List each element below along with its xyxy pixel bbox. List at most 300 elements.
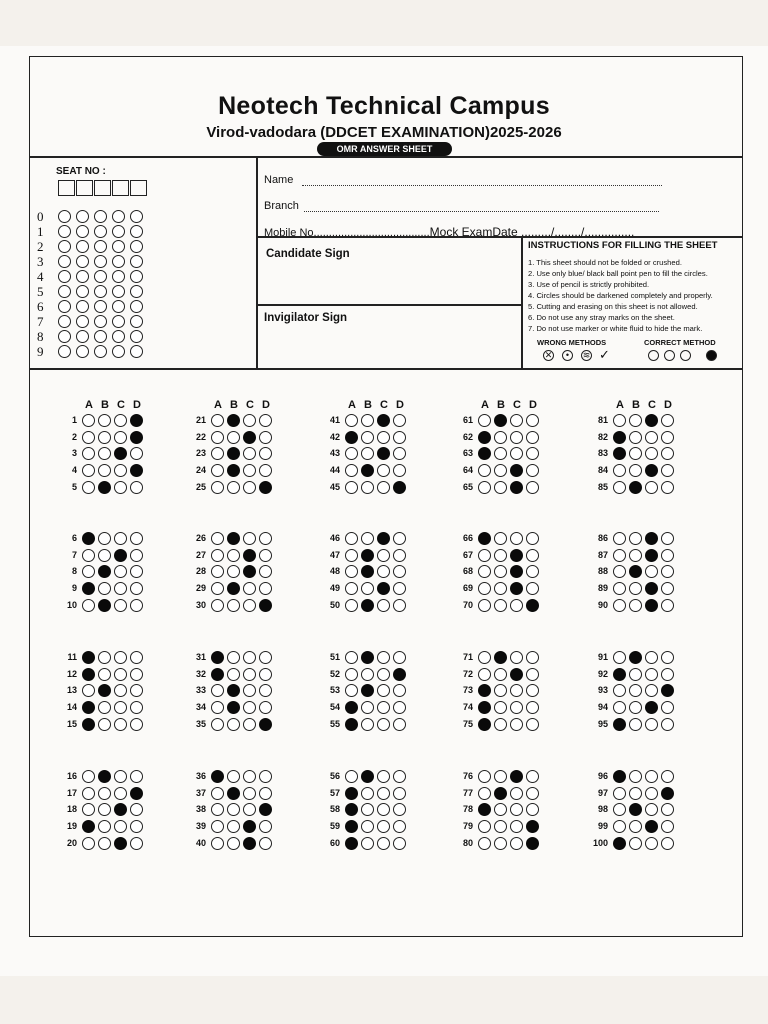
answer-bubble[interactable] [211,837,224,850]
answer-bubble[interactable] [510,431,523,444]
branch-field[interactable] [264,200,659,212]
answer-bubble[interactable] [478,431,491,444]
answer-bubble[interactable] [98,820,111,833]
answer-bubble[interactable] [645,582,658,595]
answer-bubble[interactable] [629,582,642,595]
answer-bubble[interactable] [377,701,390,714]
answer-bubble[interactable] [227,820,240,833]
answer-bubble[interactable] [361,787,374,800]
answer-bubble[interactable] [345,481,358,494]
answer-bubble[interactable] [211,787,224,800]
answer-bubble[interactable] [526,549,539,562]
answer-bubble[interactable] [114,431,127,444]
answer-bubble[interactable] [361,582,374,595]
answer-bubble[interactable] [613,770,626,783]
answer-bubble[interactable] [227,414,240,427]
answer-bubble[interactable] [377,668,390,681]
seat-bubble[interactable] [112,240,125,253]
answer-bubble[interactable] [613,820,626,833]
answer-bubble[interactable] [494,431,507,444]
answer-bubble[interactable] [243,668,256,681]
answer-bubble[interactable] [613,837,626,850]
answer-bubble[interactable] [82,532,95,545]
seat-bubble[interactable] [76,345,89,358]
answer-bubble[interactable] [345,770,358,783]
answer-bubble[interactable] [510,599,523,612]
answer-bubble[interactable] [377,414,390,427]
answer-bubble[interactable] [393,599,406,612]
answer-bubble[interactable] [243,599,256,612]
seat-bubble[interactable] [76,270,89,283]
answer-bubble[interactable] [377,464,390,477]
answer-bubble[interactable] [98,599,111,612]
seat-bubble[interactable] [130,210,143,223]
answer-bubble[interactable] [130,414,143,427]
seat-bubble[interactable] [130,300,143,313]
answer-bubble[interactable] [227,701,240,714]
answer-bubble[interactable] [494,770,507,783]
answer-bubble[interactable] [526,481,539,494]
answer-bubble[interactable] [478,668,491,681]
answer-bubble[interactable] [478,770,491,783]
answer-bubble[interactable] [130,820,143,833]
answer-bubble[interactable] [114,668,127,681]
answer-bubble[interactable] [361,820,374,833]
answer-bubble[interactable] [645,532,658,545]
seat-bubble[interactable] [130,270,143,283]
answer-bubble[interactable] [259,549,272,562]
answer-bubble[interactable] [243,701,256,714]
answer-bubble[interactable] [243,431,256,444]
answer-bubble[interactable] [227,582,240,595]
answer-bubble[interactable] [645,787,658,800]
answer-bubble[interactable] [645,718,658,731]
answer-bubble[interactable] [613,481,626,494]
answer-bubble[interactable] [227,668,240,681]
seat-bubble[interactable] [130,255,143,268]
answer-bubble[interactable] [510,701,523,714]
answer-bubble[interactable] [361,837,374,850]
answer-bubble[interactable] [478,414,491,427]
answer-bubble[interactable] [377,532,390,545]
answer-bubble[interactable] [478,787,491,800]
answer-bubble[interactable] [114,532,127,545]
answer-bubble[interactable] [130,532,143,545]
answer-bubble[interactable] [629,414,642,427]
answer-bubble[interactable] [661,668,674,681]
answer-bubble[interactable] [82,770,95,783]
answer-bubble[interactable] [211,701,224,714]
answer-bubble[interactable] [393,532,406,545]
answer-bubble[interactable] [526,431,539,444]
answer-bubble[interactable] [227,599,240,612]
seat-bubble[interactable] [112,210,125,223]
answer-bubble[interactable] [345,582,358,595]
answer-bubble[interactable] [114,582,127,595]
answer-bubble[interactable] [211,549,224,562]
answer-bubble[interactable] [114,837,127,850]
answer-bubble[interactable] [82,787,95,800]
answer-bubble[interactable] [98,701,111,714]
answer-bubble[interactable] [494,599,507,612]
answer-bubble[interactable] [629,431,642,444]
answer-bubble[interactable] [494,414,507,427]
answer-bubble[interactable] [377,431,390,444]
seat-bubble[interactable] [76,330,89,343]
answer-bubble[interactable] [510,464,523,477]
seat-bubble[interactable] [94,330,107,343]
seat-bubble[interactable] [130,345,143,358]
answer-bubble[interactable] [98,532,111,545]
answer-bubble[interactable] [510,414,523,427]
seat-bubble[interactable] [130,240,143,253]
answer-bubble[interactable] [526,787,539,800]
answer-bubble[interactable] [629,532,642,545]
answer-bubble[interactable] [478,820,491,833]
answer-bubble[interactable] [243,787,256,800]
answer-bubble[interactable] [211,599,224,612]
answer-bubble[interactable] [377,651,390,664]
answer-bubble[interactable] [98,718,111,731]
answer-bubble[interactable] [82,481,95,494]
seat-bubble[interactable] [94,270,107,283]
answer-bubble[interactable] [629,651,642,664]
answer-bubble[interactable] [613,414,626,427]
seat-digit-box[interactable] [112,180,129,196]
answer-bubble[interactable] [211,431,224,444]
answer-bubble[interactable] [645,431,658,444]
answer-bubble[interactable] [478,701,491,714]
answer-bubble[interactable] [98,464,111,477]
answer-bubble[interactable] [243,820,256,833]
answer-bubble[interactable] [345,837,358,850]
answer-bubble[interactable] [130,599,143,612]
answer-bubble[interactable] [526,414,539,427]
answer-bubble[interactable] [259,718,272,731]
answer-bubble[interactable] [82,549,95,562]
answer-bubble[interactable] [211,582,224,595]
answer-bubble[interactable] [361,549,374,562]
answer-bubble[interactable] [211,820,224,833]
answer-bubble[interactable] [82,464,95,477]
answer-bubble[interactable] [645,651,658,664]
answer-bubble[interactable] [243,718,256,731]
answer-bubble[interactable] [82,651,95,664]
answer-bubble[interactable] [393,431,406,444]
answer-bubble[interactable] [478,582,491,595]
answer-bubble[interactable] [645,464,658,477]
answer-bubble[interactable] [345,431,358,444]
answer-bubble[interactable] [377,820,390,833]
answer-bubble[interactable] [478,532,491,545]
answer-bubble[interactable] [98,582,111,595]
answer-bubble[interactable] [661,701,674,714]
name-field[interactable] [264,174,662,186]
answer-bubble[interactable] [243,582,256,595]
seat-bubble[interactable] [112,255,125,268]
answer-bubble[interactable] [259,651,272,664]
answer-bubble[interactable] [526,837,539,850]
answer-bubble[interactable] [478,549,491,562]
answer-bubble[interactable] [526,464,539,477]
answer-bubble[interactable] [98,549,111,562]
answer-bubble[interactable] [345,464,358,477]
seat-bubble[interactable] [94,225,107,238]
answer-bubble[interactable] [98,431,111,444]
answer-bubble[interactable] [114,651,127,664]
answer-bubble[interactable] [393,787,406,800]
answer-bubble[interactable] [82,431,95,444]
seat-digit-box[interactable] [58,180,75,196]
answer-bubble[interactable] [629,464,642,477]
seat-bubble[interactable] [112,225,125,238]
answer-bubble[interactable] [613,787,626,800]
answer-bubble[interactable] [227,651,240,664]
answer-bubble[interactable] [227,431,240,444]
answer-bubble[interactable] [211,532,224,545]
answer-bubble[interactable] [645,599,658,612]
seat-digit-box[interactable] [130,180,147,196]
answer-bubble[interactable] [82,668,95,681]
answer-bubble[interactable] [393,820,406,833]
answer-bubble[interactable] [361,668,374,681]
answer-bubble[interactable] [645,414,658,427]
answer-bubble[interactable] [393,837,406,850]
answer-bubble[interactable] [613,431,626,444]
answer-bubble[interactable] [259,481,272,494]
answer-bubble[interactable] [661,837,674,850]
answer-bubble[interactable] [613,718,626,731]
answer-bubble[interactable] [494,532,507,545]
answer-bubble[interactable] [361,464,374,477]
answer-bubble[interactable] [211,668,224,681]
answer-bubble[interactable] [130,464,143,477]
answer-bubble[interactable] [478,481,491,494]
answer-bubble[interactable] [377,549,390,562]
answer-bubble[interactable] [494,582,507,595]
seat-bubble[interactable] [58,240,71,253]
seat-bubble[interactable] [58,330,71,343]
answer-bubble[interactable] [130,651,143,664]
answer-bubble[interactable] [661,820,674,833]
answer-bubble[interactable] [361,701,374,714]
seat-bubble[interactable] [94,210,107,223]
answer-bubble[interactable] [645,770,658,783]
answer-bubble[interactable] [114,414,127,427]
seat-bubble[interactable] [58,270,71,283]
answer-bubble[interactable] [98,770,111,783]
answer-bubble[interactable] [629,718,642,731]
answer-bubble[interactable] [661,651,674,664]
answer-bubble[interactable] [526,599,539,612]
answer-bubble[interactable] [211,464,224,477]
answer-bubble[interactable] [130,582,143,595]
seat-bubble[interactable] [94,240,107,253]
answer-bubble[interactable] [82,718,95,731]
answer-bubble[interactable] [114,718,127,731]
answer-bubble[interactable] [661,414,674,427]
answer-bubble[interactable] [393,481,406,494]
answer-bubble[interactable] [510,549,523,562]
answer-bubble[interactable] [82,837,95,850]
answer-bubble[interactable] [613,532,626,545]
answer-bubble[interactable] [98,668,111,681]
answer-bubble[interactable] [98,481,111,494]
answer-bubble[interactable] [613,668,626,681]
answer-bubble[interactable] [114,599,127,612]
answer-bubble[interactable] [661,464,674,477]
answer-bubble[interactable] [130,668,143,681]
answer-bubble[interactable] [345,787,358,800]
seat-bubble[interactable] [58,210,71,223]
answer-bubble[interactable] [629,668,642,681]
answer-bubble[interactable] [393,651,406,664]
answer-bubble[interactable] [259,532,272,545]
answer-bubble[interactable] [393,718,406,731]
answer-bubble[interactable] [510,532,523,545]
answer-bubble[interactable] [114,820,127,833]
answer-bubble[interactable] [526,820,539,833]
answer-bubble[interactable] [377,718,390,731]
answer-bubble[interactable] [613,701,626,714]
answer-bubble[interactable] [259,837,272,850]
answer-bubble[interactable] [510,718,523,731]
answer-bubble[interactable] [478,651,491,664]
answer-bubble[interactable] [361,718,374,731]
seat-bubble[interactable] [58,285,71,298]
answer-bubble[interactable] [227,837,240,850]
answer-bubble[interactable] [243,837,256,850]
answer-bubble[interactable] [259,668,272,681]
answer-bubble[interactable] [82,414,95,427]
seat-bubble[interactable] [58,225,71,238]
answer-bubble[interactable] [243,651,256,664]
answer-bubble[interactable] [661,770,674,783]
answer-bubble[interactable] [377,787,390,800]
answer-bubble[interactable] [82,701,95,714]
answer-bubble[interactable] [130,701,143,714]
answer-bubble[interactable] [510,770,523,783]
answer-bubble[interactable] [98,414,111,427]
answer-bubble[interactable] [114,787,127,800]
answer-bubble[interactable] [361,651,374,664]
answer-bubble[interactable] [130,787,143,800]
seat-bubble[interactable] [76,240,89,253]
answer-bubble[interactable] [494,820,507,833]
answer-bubble[interactable] [345,718,358,731]
answer-bubble[interactable] [114,464,127,477]
answer-bubble[interactable] [227,549,240,562]
answer-bubble[interactable] [629,837,642,850]
answer-bubble[interactable] [645,549,658,562]
answer-bubble[interactable] [629,820,642,833]
seat-bubble[interactable] [58,255,71,268]
answer-bubble[interactable] [345,701,358,714]
answer-bubble[interactable] [661,431,674,444]
answer-bubble[interactable] [259,414,272,427]
seat-bubble[interactable] [130,330,143,343]
mobile-field[interactable] [264,225,634,239]
answer-bubble[interactable] [645,820,658,833]
answer-bubble[interactable] [393,464,406,477]
seat-bubble[interactable] [94,255,107,268]
answer-bubble[interactable] [526,668,539,681]
answer-bubble[interactable] [130,837,143,850]
seat-bubble[interactable] [112,345,125,358]
answer-bubble[interactable] [98,651,111,664]
answer-bubble[interactable] [661,549,674,562]
answer-bubble[interactable] [227,787,240,800]
answer-bubble[interactable] [393,668,406,681]
answer-bubble[interactable] [393,582,406,595]
answer-bubble[interactable] [227,532,240,545]
seat-bubble[interactable] [94,285,107,298]
answer-bubble[interactable] [130,718,143,731]
answer-bubble[interactable] [259,787,272,800]
seat-bubble[interactable] [112,270,125,283]
answer-bubble[interactable] [478,837,491,850]
answer-bubble[interactable] [510,787,523,800]
seat-digit-box[interactable] [76,180,93,196]
answer-bubble[interactable] [629,787,642,800]
answer-bubble[interactable] [211,770,224,783]
answer-bubble[interactable] [345,599,358,612]
seat-bubble[interactable] [112,315,125,328]
answer-bubble[interactable] [259,701,272,714]
answer-bubble[interactable] [494,651,507,664]
answer-bubble[interactable] [98,837,111,850]
answer-bubble[interactable] [629,599,642,612]
seat-bubble[interactable] [94,300,107,313]
answer-bubble[interactable] [661,532,674,545]
seat-bubble[interactable] [76,285,89,298]
seat-bubble[interactable] [94,345,107,358]
answer-bubble[interactable] [130,549,143,562]
answer-bubble[interactable] [645,837,658,850]
answer-bubble[interactable] [478,718,491,731]
answer-bubble[interactable] [345,820,358,833]
answer-bubble[interactable] [98,787,111,800]
answer-bubble[interactable] [345,414,358,427]
answer-bubble[interactable] [393,414,406,427]
answer-bubble[interactable] [361,770,374,783]
answer-bubble[interactable] [243,770,256,783]
answer-bubble[interactable] [494,481,507,494]
answer-bubble[interactable] [259,770,272,783]
answer-bubble[interactable] [661,787,674,800]
answer-bubble[interactable] [345,549,358,562]
seat-bubble[interactable] [112,300,125,313]
answer-bubble[interactable] [393,549,406,562]
answer-bubble[interactable] [661,599,674,612]
answer-bubble[interactable] [645,668,658,681]
answer-bubble[interactable] [114,701,127,714]
answer-bubble[interactable] [393,701,406,714]
answer-bubble[interactable] [526,532,539,545]
answer-bubble[interactable] [114,770,127,783]
answer-bubble[interactable] [227,718,240,731]
seat-bubble[interactable] [76,225,89,238]
answer-bubble[interactable] [494,718,507,731]
answer-bubble[interactable] [361,414,374,427]
seat-bubble[interactable] [76,315,89,328]
answer-bubble[interactable] [494,549,507,562]
seat-bubble[interactable] [112,330,125,343]
answer-bubble[interactable] [243,549,256,562]
answer-bubble[interactable] [526,718,539,731]
answer-bubble[interactable] [361,481,374,494]
answer-bubble[interactable] [243,464,256,477]
